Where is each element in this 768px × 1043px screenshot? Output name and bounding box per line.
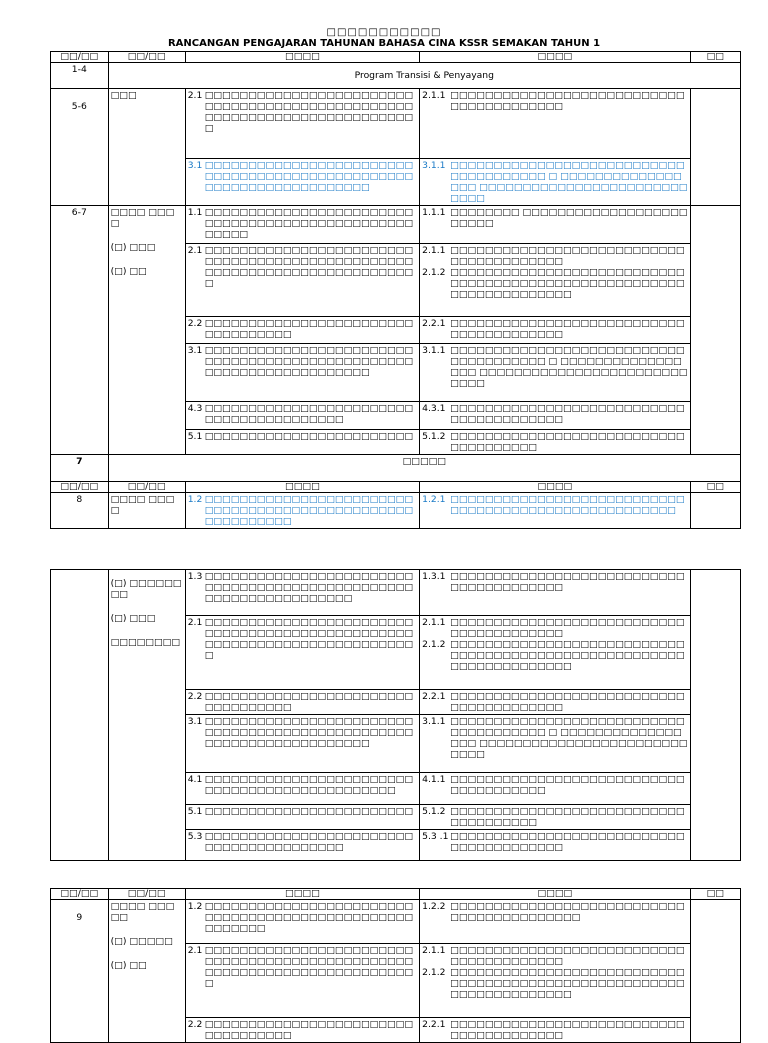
learning-standard: 1.3.1 □□□□□□□□□□□□□□□□□□□□□□□□□□□□□□□□□□□□□□□□ bbox=[420, 570, 690, 616]
notes-cell bbox=[690, 493, 740, 529]
week-cell: 8 bbox=[51, 493, 109, 529]
content-standard: 2.2 □□□□□□□□□□□□□□□□□□□□□□□□□□□□□□□□□□ bbox=[185, 690, 419, 715]
content-standard: 2.2 □□□□□□□□□□□□□□□□□□□□□□□□□□□□□□□□□□ bbox=[185, 317, 419, 344]
content-standard: 2.2 □□□□□□□□□□□□□□□□□□□□□□□□□□□□□□□□□□ bbox=[185, 1018, 419, 1043]
learning-standard: 2.1.1 □□□□□□□□□□□□□□□□□□□□□□□□□□□□□□□□□□□□□□□□ 2.1.2 □□□□□□□□□□□□□□□□□□□□□□□□□□□□□□□□□□□□□□□□□□□□□□□□□□□□□□□□□□□□□□□□□□□□ bbox=[420, 244, 690, 317]
header-content-standard: □□□□ bbox=[185, 482, 419, 493]
learning-standard: 1.2.2 □□□□□□□□□□□□□□□□□□□□□□□□□□□□□□□□□□□□□□□□□□ bbox=[420, 900, 690, 944]
header-theme: □□/□□ bbox=[108, 889, 185, 900]
notes-cell bbox=[690, 89, 740, 206]
week-cell: 7 bbox=[51, 455, 109, 482]
week-cell: 6-7 bbox=[51, 206, 109, 455]
content-standard: 3.1 □□□□□□□□□□□□□□□□□□□□□□□□□□□□□□□□□□□□□□□□□□□□□□□□□□□□□□□□□□□□□□□□□□□ bbox=[185, 344, 419, 402]
content-standard: 4.1 □□□□□□□□□□□□□□□□□□□□□□□□□□□□□□□□□□□□□□□□□□□□□□ bbox=[185, 773, 419, 805]
learning-standard: 1.2.1 □□□□□□□□□□□□□□□□□□□□□□□□□□□□□□□□□□□□□□□□□□□□□□□□□□□□□ bbox=[420, 493, 690, 529]
content-standard: 3.1 □□□□□□□□□□□□□□□□□□□□□□□□□□□□□□□□□□□□□□□□□□□□□□□□□□□□□□□□□□□□□□□□□□□ bbox=[185, 715, 419, 773]
content-standard: 1.1 □□□□□□□□□□□□□□□□□□□□□□□□□□□□□□□□□□□□□□□□□□□□□□□□□□□□□ bbox=[185, 206, 419, 244]
content-standard: 5.3 □□□□□□□□□□□□□□□□□□□□□□□□□□□□□□□□□□□□□□□□ bbox=[185, 830, 419, 861]
content-standard: 4.3 □□□□□□□□□□□□□□□□□□□□□□□□□□□□□□□□□□□□□□□□ bbox=[185, 402, 419, 430]
lesson-plan-table-1 bbox=[50, 51, 741, 529]
week-cell: 9 bbox=[51, 900, 109, 1043]
header-week: □□/□□ bbox=[51, 889, 109, 900]
content-standard: 2.1 □□□□□□□□□□□□□□□□□□□□□□□□□□□□□□□□□□□□□□□□□□□□□□□□□□□□□□□□□□□□□□□□□□□□□□□□□ bbox=[185, 616, 419, 690]
learning-standard: 4.1.1 □□□□□□□□□□□□□□□□□□□□□□□□□□□□□□□□□□□□□□ bbox=[420, 773, 690, 805]
learning-standard: 2.2.1 □□□□□□□□□□□□□□□□□□□□□□□□□□□□□□□□□□□□□□□□ bbox=[420, 690, 690, 715]
week-7-activity: □□□□□ bbox=[108, 455, 740, 482]
header-row bbox=[51, 889, 741, 900]
learning-standard: 2.1.1 □□□□□□□□□□□□□□□□□□□□□□□□□□□□□□□□□□□□□□□□ bbox=[420, 89, 690, 159]
learning-standard: 3.1.1 □□□□□□□□□□□□□□□□□□□□□□□□□□□□□□□□□□□□□□ □ □□□□□□□□□□□□□□□□□ □□□□□□□□□□□□□□□□□□□□□□□□□□□□ bbox=[420, 159, 690, 206]
document-title-chinese: □□□□□□□□□□□ bbox=[326, 27, 442, 38]
header-row bbox=[51, 52, 741, 63]
learning-standard: 2.2.1 □□□□□□□□□□□□□□□□□□□□□□□□□□□□□□□□□□□□□□□□ bbox=[420, 317, 690, 344]
table-row bbox=[51, 900, 741, 944]
week-cell: 5-6 bbox=[51, 89, 109, 206]
learning-standard: 1.1.1 □□□□□□□□ □□□□□□□□□□□□□□□□□□□□□□□□ bbox=[420, 206, 690, 244]
learning-standard: 4.3.1 □□□□□□□□□□□□□□□□□□□□□□□□□□□□□□□□□□□□□□□□ bbox=[420, 402, 690, 430]
header-row bbox=[51, 482, 741, 493]
header-learning-standard: □□□□ bbox=[420, 482, 690, 493]
header-notes: □□ bbox=[690, 52, 740, 63]
learning-standard: 2.2.1 □□□□□□□□□□□□□□□□□□□□□□□□□□□□□□□□□□□□□□□□ bbox=[420, 1018, 690, 1043]
content-standard: 1.2 □□□□□□□□□□□□□□□□□□□□□□□□□□□□□□□□□□□□□□□□□□□□□□□□□□□□□□□□□□ bbox=[185, 493, 419, 529]
header-content-standard: □□□□ bbox=[185, 52, 419, 63]
learning-standard: 3.1.1 □□□□□□□□□□□□□□□□□□□□□□□□□□□□□□□□□□□□□□ □ □□□□□□□□□□□□□□□□□ □□□□□□□□□□□□□□□□□□□□□□□□□□□□ bbox=[420, 344, 690, 402]
content-standard: 2.1 □□□□□□□□□□□□□□□□□□□□□□□□□□□□□□□□□□□□□□□□□□□□□□□□□□□□□□□□□□□□□□□□□□□□□□□□□ bbox=[185, 244, 419, 317]
learning-standard: 5.3 .1 □□□□□□□□□□□□□□□□□□□□□□□□□□□□□□□□□□□□□□□□ bbox=[420, 830, 690, 861]
table-row-week-7 bbox=[51, 455, 741, 482]
header-notes: □□ bbox=[690, 889, 740, 900]
table-row bbox=[51, 493, 741, 529]
header-notes: □□ bbox=[690, 482, 740, 493]
table-row bbox=[51, 570, 741, 616]
theme-cell: □□□□ □□□□□ (□) □□□□□ (□) □□ bbox=[108, 900, 185, 1043]
content-standard: 2.1 □□□□□□□□□□□□□□□□□□□□□□□□□□□□□□□□□□□□□□□□□□□□□□□□□□□□□□□□□□□□□□□□□□□□□□□□□ bbox=[185, 89, 419, 159]
learning-standard: 5.1.2 □□□□□□□□□□□□□□□□□□□□□□□□□□□□□□□□□□□□□ bbox=[420, 430, 690, 455]
theme-cell: □□□ bbox=[108, 89, 185, 206]
transisi-program: Program Transisi & Penyayang bbox=[108, 63, 740, 89]
header-week: □□/□□ bbox=[51, 52, 109, 63]
table-row-transisi bbox=[51, 63, 741, 89]
theme-cell: □□□□ □□□□ bbox=[108, 493, 185, 529]
notes-cell bbox=[690, 570, 740, 861]
header-content-standard: □□□□ bbox=[185, 889, 419, 900]
learning-standard: 3.1.1 □□□□□□□□□□□□□□□□□□□□□□□□□□□□□□□□□□□□□□ □ □□□□□□□□□□□□□□□□□ □□□□□□□□□□□□□□□□□□□□□□□□□□□□ bbox=[420, 715, 690, 773]
notes-cell bbox=[690, 900, 740, 1043]
content-standard: 2.1 □□□□□□□□□□□□□□□□□□□□□□□□□□□□□□□□□□□□□□□□□□□□□□□□□□□□□□□□□□□□□□□□□□□□□□□□□ bbox=[185, 944, 419, 1018]
learning-standard: 2.1.1 □□□□□□□□□□□□□□□□□□□□□□□□□□□□□□□□□□□□□□□□ 2.1.2 □□□□□□□□□□□□□□□□□□□□□□□□□□□□□□□□□□□□□□□□□□□□□□□□□□□□□□□□□□□□□□□□□□□□ bbox=[420, 944, 690, 1018]
header-week: □□/□□ bbox=[51, 482, 109, 493]
lesson-plan-table-3 bbox=[50, 888, 741, 1043]
header-theme: □□/□□ bbox=[108, 482, 185, 493]
content-standard: 1.2 □□□□□□□□□□□□□□□□□□□□□□□□□□□□□□□□□□□□□□□□□□□□□□□□□□□□□□□ bbox=[185, 900, 419, 944]
notes-cell bbox=[690, 206, 740, 455]
header-theme: □□/□□ bbox=[108, 52, 185, 63]
week-cell bbox=[51, 570, 109, 861]
lesson-plan-table-2 bbox=[50, 569, 741, 861]
table-row bbox=[51, 89, 741, 159]
document-title: RANCANGAN PENGAJARAN TAHUNAN BAHASA CINA KSSR SEMAKAN TAHUN 1 bbox=[167, 38, 601, 49]
content-standard: 5.1 □□□□□□□□□□□□□□□□□□□□□□□□ bbox=[185, 430, 419, 455]
learning-standard: 5.1.2 □□□□□□□□□□□□□□□□□□□□□□□□□□□□□□□□□□□□□ bbox=[420, 805, 690, 830]
header-learning-standard: □□□□ bbox=[420, 889, 690, 900]
theme-cell: (□) □□□□□□□□ (□) □□□ □□□□□□□□ bbox=[108, 570, 185, 861]
header-learning-standard: □□□□ bbox=[420, 52, 690, 63]
content-standard: 5.1 □□□□□□□□□□□□□□□□□□□□□□□□ bbox=[185, 805, 419, 830]
content-standard: 3.1 □□□□□□□□□□□□□□□□□□□□□□□□□□□□□□□□□□□□□□□□□□□□□□□□□□□□□□□□□□□□□□□□□□□ bbox=[185, 159, 419, 206]
week-cell: 1-4 bbox=[51, 63, 109, 89]
table-row bbox=[51, 206, 741, 244]
learning-standard: 2.1.1 □□□□□□□□□□□□□□□□□□□□□□□□□□□□□□□□□□□□□□□□ 2.1.2 □□□□□□□□□□□□□□□□□□□□□□□□□□□□□□□□□□□□□□□□□□□□□□□□□□□□□□□□□□□□□□□□□□□□ bbox=[420, 616, 690, 690]
content-standard: 1.3 □□□□□□□□□□□□□□□□□□□□□□□□□□□□□□□□□□□□□□□□□□□□□□□□□□□□□□□□□□□□□□□□□ bbox=[185, 570, 419, 616]
theme-cell: □□□□ □□□□ (□) □□□ (□) □□ bbox=[108, 206, 185, 455]
